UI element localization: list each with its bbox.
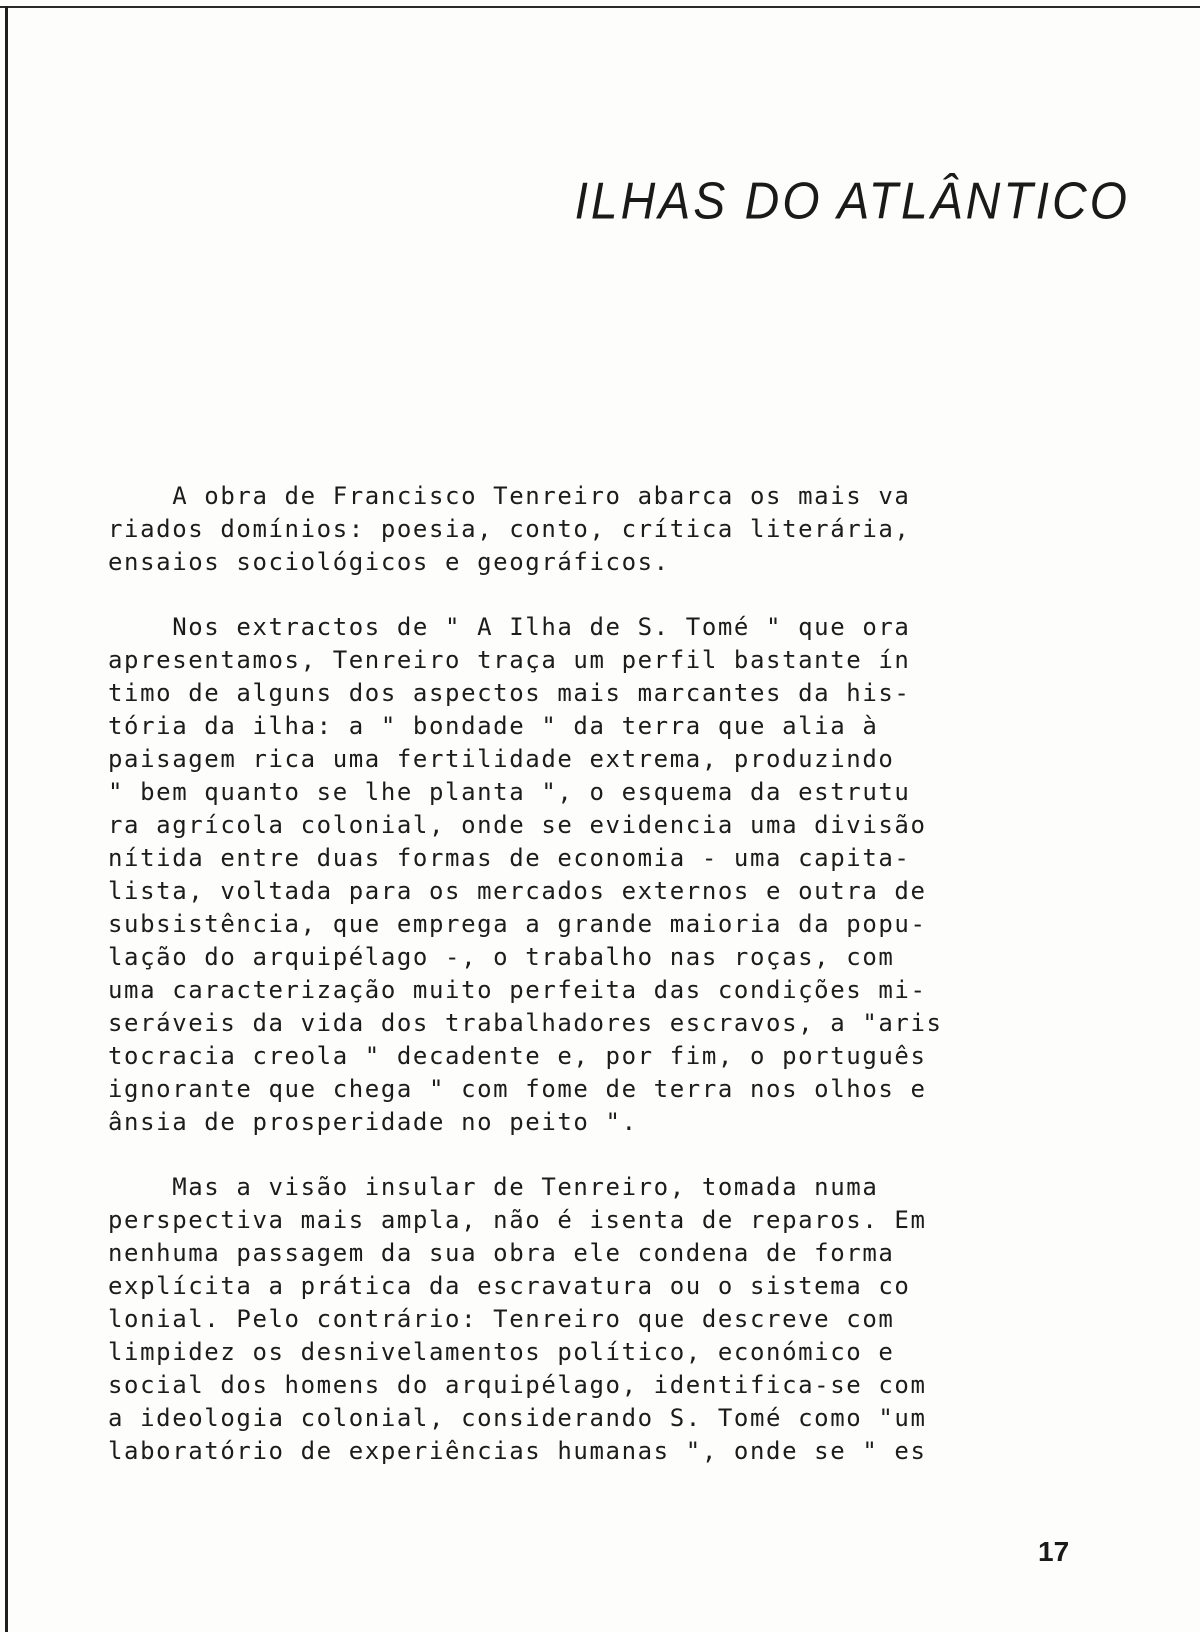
text-line: perspectiva mais ampla, não é isenta de reparos. Em [108, 1206, 927, 1234]
page-number: 17 [1038, 1536, 1070, 1567]
page-top-edge [0, 6, 1200, 8]
text-line: timo de alguns dos aspectos mais marcantes da his- [108, 679, 911, 707]
text-line: limpidez os desnivelamentos político, económico e [108, 1338, 895, 1366]
text-line: a ideologia colonial, considerando S. Tomé como "um [108, 1404, 927, 1432]
text-line: nítida entre duas formas de economia - uma capita- [108, 844, 911, 872]
paragraph-2 [108, 611, 1118, 1139]
paragraph-3 [108, 1171, 1118, 1468]
text-line: seráveis da vida dos trabalhadores escravos, a "aris [108, 1009, 943, 1037]
page-title: ILHAS DO ATLÂNTICO [574, 173, 1130, 231]
text-line: uma caracterização muito perfeita das condições mi- [108, 976, 927, 1004]
text-line: lista, voltada para os mercados externos e outra de [108, 877, 927, 905]
text-line: apresentamos, Tenreiro traça um perfil bastante ín [108, 646, 911, 674]
text-line: explícita a prática da escravatura ou o sistema co [108, 1272, 911, 1300]
text-line: ânsia de prosperidade no peito ". [108, 1108, 638, 1136]
text-line: tória da ilha: a " bondade " da terra que alia à [108, 712, 879, 740]
text-line: lação do arquipélago -, o trabalho nas roças, com [108, 943, 895, 971]
page-left-edge [5, 6, 8, 1632]
text-line: A obra de Francisco Tenreiro abarca os mais va [108, 482, 911, 510]
text-line: riados domínios: poesia, conto, crítica literária, [108, 515, 911, 543]
text-line: tocracia creola " decadente e, por fim, o português [108, 1042, 927, 1070]
text-line: social dos homens do arquipélago, identifica-se com [108, 1371, 927, 1399]
text-line: subsistência, que emprega a grande maioria da popu- [108, 910, 927, 938]
text-line: Mas a visão insular de Tenreiro, tomada numa [108, 1173, 879, 1201]
text-line: lonial. Pelo contrário: Tenreiro que descreve com [108, 1305, 895, 1333]
paragraph-1 [108, 480, 1118, 579]
text-line: paisagem rica uma fertilidade extrema, produzindo [108, 745, 895, 773]
text-line: " bem quanto se lhe planta ", o esquema da estrutu [108, 778, 911, 806]
text-line: nenhuma passagem da sua obra ele condena de forma [108, 1239, 895, 1267]
text-line: ra agrícola colonial, onde se evidencia uma divisão [108, 811, 927, 839]
text-line: ensaios sociológicos e geográficos. [108, 548, 670, 576]
text-line: Nos extractos de " A Ilha de S. Tomé " que ora [108, 613, 911, 641]
text-line: ignorante que chega " com fome de terra nos olhos e [108, 1075, 927, 1103]
text-line: laboratório de experiências humanas ", onde se " es [108, 1437, 927, 1465]
body-text [108, 480, 1118, 1500]
